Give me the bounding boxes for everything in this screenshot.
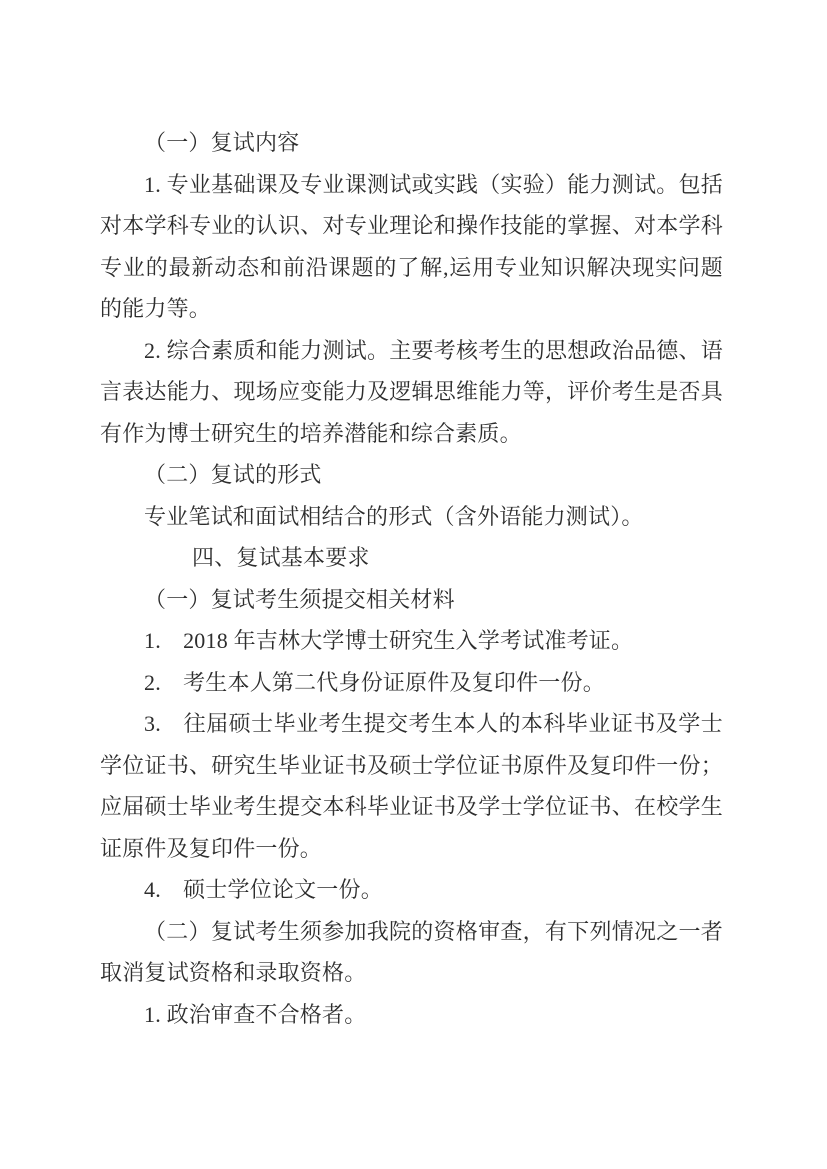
section-heading-qualification-review: （二）复试考生须参加我院的资格审查，有下列情况之一者取消复试资格和录取资格。: [100, 918, 723, 985]
section-heading-retest-content: （一）复试内容: [144, 130, 300, 155]
paragraph-disqualification-item-1-political-review: 1. 政治审查不合格者。: [144, 1001, 367, 1027]
paragraph-item-2-comprehensive-test: 2. 综合素质和能力测试。主要考核考生的思想政治品德、语言表达能力、现场应变能力及逻辑思维能力等，评价考生是否具有作为博士研究生的培养潜能和综合素质。: [100, 337, 723, 446]
paragraph-item-1-professional-test: 1. 专业基础课及专业课测试或实践（实验）能力测试。包括对本学科专业的认识、对专业理论和操作技能的掌握、对本学科专业的最新动态和前沿课题的了解,运用专业知识解决现实问题的能力等。: [100, 171, 723, 321]
paragraph-material-item-4-thesis: 4. 硕士学位论文一份。: [144, 877, 383, 902]
document-body: [100, 122, 723, 1035]
paragraph-material-item-3-diplomas: 3. 往届硕士毕业考生提交考生本人的本科毕业证书及学士学位证书、研究生毕业证书及硕士学位证书原件及复印件一份；应届硕士毕业考生提交本科毕业证书及学士学位证书、在校学生证原件及复印件一份。: [100, 711, 723, 861]
chapter-heading-basic-requirements: 四、复试基本要求: [192, 545, 370, 570]
section-heading-retest-format: （二）复试的形式: [144, 462, 322, 487]
paragraph-material-item-2-id-card: 2. 考生本人第二代身份证原件及复印件一份。: [144, 669, 605, 695]
paragraph-material-item-1-admission-ticket: 1. 2018 年吉林大学博士研究生入学考试准考证。: [144, 628, 634, 653]
section-heading-required-materials: （一）复试考生须提交相关材料: [144, 586, 455, 612]
paragraph-retest-format-description: 专业笔试和面试相结合的形式（含外语能力测试）。: [144, 503, 644, 529]
